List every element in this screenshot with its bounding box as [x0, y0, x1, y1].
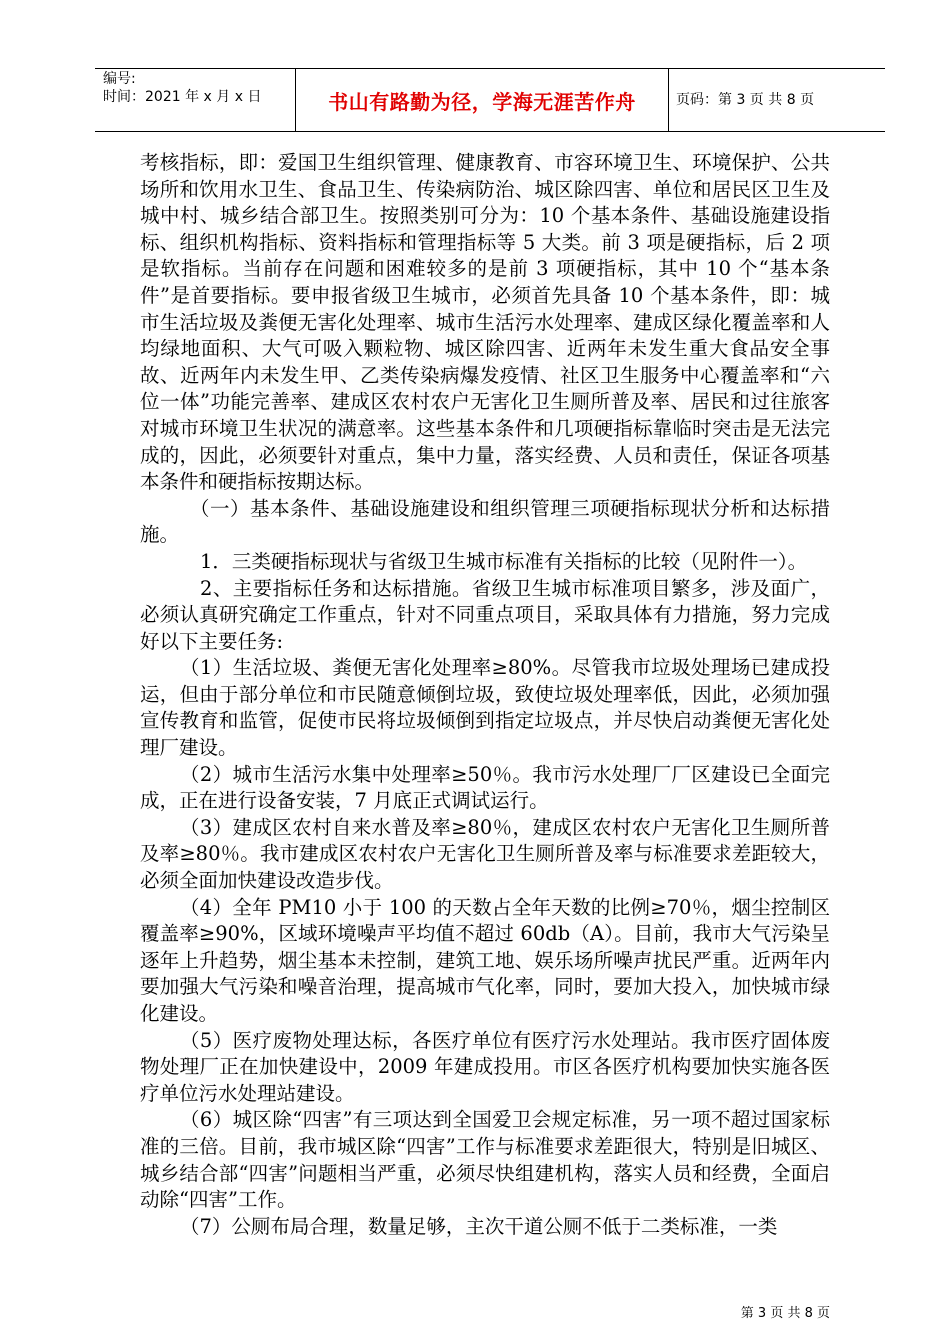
paragraph: 2、主要指标任务和达标措施。省级卫生城市标准项目繁多，涉及面广，必须认真研究确定工作重点，针对不同重点项目，采取具体有力措施，努力完成好以下主要任务:: [140, 576, 830, 653]
list-item: （7）公厕布局合理，数量足够，主次干道公厕不低于二类标准，一类: [180, 1214, 778, 1238]
list-item: （4）全年 PM10 小于 100 的天数占全年天数的比例≥70％，烟尘控制区覆盖率≥90%，区域环境噪声平均值不超过 60db（A）。目前，我市大气污染呈逐年上升趋势，烟尘基本未控制，建筑工地、娱乐场所噪声扰民严重。近两年内要加强大气污染和噪音治理，提高城市气化率，同时，要加大投入，加快城市绿化建设。: [140, 895, 830, 1025]
header-motto-cell: [295, 69, 669, 131]
paragraph: 考核指标，即：爱国卫生组织管理、健康教育、市容环境卫生、环境保护、公共场所和饮用水卫生、食品卫生、传染病防治、城区除四害、单位和居民区卫生及城中村、城乡结合部卫生。按照类别可分为：10 个基本条件、基础设施建设指标、组织机构指标、资料指标和管理指标等 5 大类。前 3 项是硬指标，后 2 项是软指标。当前存在问题和困难较多的是前 3 项硬指标，其中 10 个“基本条件”是首要指标。要申报省级卫生城市，必须首先具备 10 个基本条件，即：城市生活垃圾及粪便无害化处理率、城市生活污水处理率、建成区绿化覆盖率和人均绿地面积、大气可吸入颗粒物、城区除四害、近两年未发生重大食品安全事故、近两年内未发生甲、乙类传染病爆发疫情、社区卫生服务中心覆盖率和“六位一体”功能完善率、建成区农村农户无害化卫生厕所普及率、居民和过往旅客对城市环境卫生状况的满意率。这些基本条件和几项硬指标靠临时突击是无法完成的，因此，必须要针对重点，集中力量，落实经费、人员和责任，保证各项基本条件和硬指标按期达标。: [140, 151, 830, 494]
list-item: （5）医疗废物处理达标，各医疗单位有医疗污水处理站。我市医疗固体废物处理厂正在加快建设中，2009 年建成投用。市区各医疗机构要加快实施各医疗单位污水处理站建设。: [140, 1028, 830, 1105]
list-item: （2）城市生活污水集中处理率≥50％。我市污水处理厂厂区建设已全面完成，正在进行设备安装，7 月底正式调试运行。: [140, 762, 830, 813]
list-item: （3）建成区农村自来水普及率≥80％，建成区农村农户无害化卫生厕所普及率≥80％。我市建成区农村农户无害化卫生厕所普及率与标准要求差距较大，必须全面加快建设改造步伐。: [140, 815, 830, 893]
header-page-info: 页码：第 3 页 共 8 页: [676, 91, 815, 108]
list-item: （1）生活垃圾、粪便无害化处理率≥80%。尽管我市垃圾处理场已建成投运，但由于部分单位和市民随意倾倒垃圾，致使垃圾处理率低，因此，必须加强宣传教育和监管，促使市民将垃圾倾倒到指定垃圾点，并尽快启动粪便无害化处理厂建设。: [140, 656, 830, 760]
page-header: [95, 68, 885, 132]
paragraph: 1．三类硬指标现状与省级卫生城市标准有关指标的比较（见附件一）。: [200, 549, 808, 573]
header-motto: 书山有路勤为径，学海无涯苦作舟: [328, 89, 636, 114]
page-footer: 第 3 页 共 8 页: [740, 1306, 830, 1321]
header-page-cell: [668, 69, 885, 131]
date-label: 时间：2021 年 x 月 x 日: [103, 89, 262, 105]
serial-label: 编号:: [103, 71, 136, 87]
list-item: （6）城区除“四害”有三项达到全国爱卫会规定标准，另一项不超过国家标准的三倍。目前，我市城区除“四害”工作与标准要求差距很大，特别是旧城区、城乡结合部“四害”问题相当严重，必须尽快组建机构，落实人员和经费，全面启动除“四害”工作。: [140, 1108, 830, 1212]
section-heading: （一）基本条件、基础设施建设和组织管理三项硬指标现状分析和达标措施。: [140, 496, 830, 547]
header-meta: [95, 69, 295, 131]
document-body: [140, 150, 830, 1240]
